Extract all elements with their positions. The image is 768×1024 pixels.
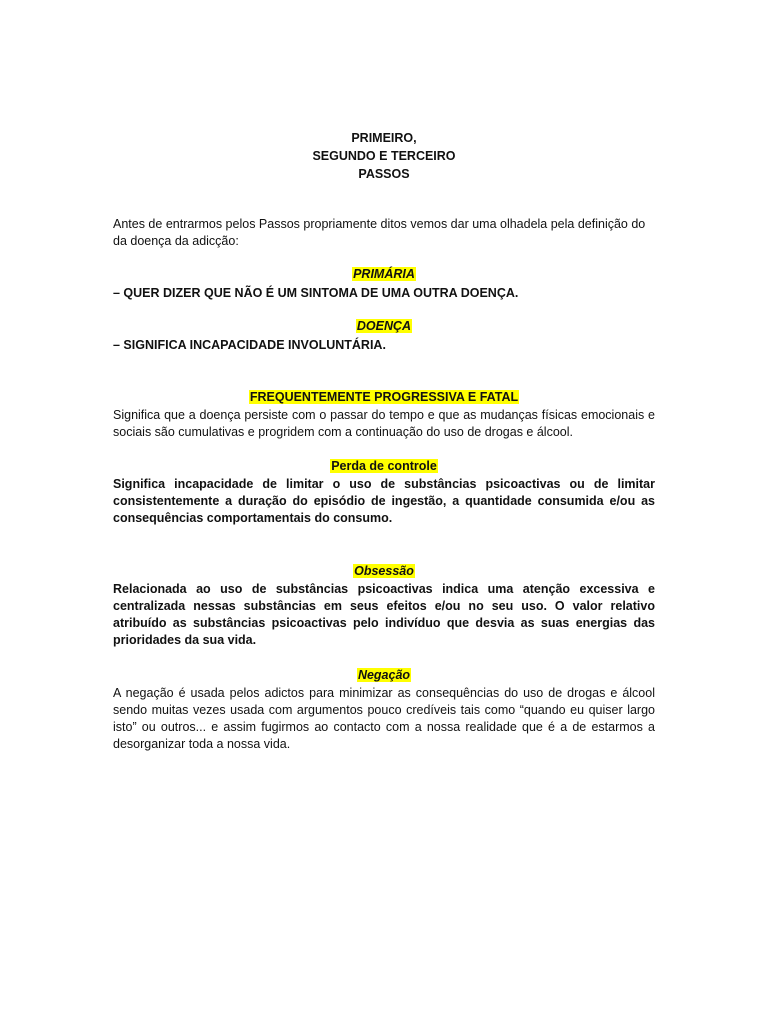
heading-negacao [113,667,655,684]
primaria-definition: – QUER DIZER QUE NÃO É UM SINTOMA DE UMA OUTRA DOENÇA. [113,286,519,300]
heading-doenca [113,318,655,335]
intro-paragraph: Antes de entrarmos pelos Passos propriamente ditos vemos dar uma olhadela pela definição do da doença da adicção: [113,217,646,248]
heading-primaria-text: PRIMÁRIA [353,267,415,281]
doenca-definition: – SIGNIFICA INCAPACIDADE INVOLUNTÁRIA. [113,338,386,352]
title-line-3: PASSOS [358,167,410,181]
negacao-paragraph: A negação é usada pelos adictos para minimizar as consequências do uso de drogas e álcool sendo muitas vezes usada com argumentos pouco credíveis tais como “quando eu quiser largo isto” ou outros... e assim fugirmos ao contacto com a nossa realidade que é a de estarmos a desorganizar toda a nossa vida. [113,686,655,751]
title-line-2: SEGUNDO E TERCEIRO [312,149,456,163]
heading-perda-text: Perda de controle [331,459,437,473]
document-title [113,129,655,183]
heading-primaria [113,266,655,283]
obsessao-paragraph: Relacionada ao uso de substâncias psicoactivas indica uma atenção excessiva e centralizada nessas substâncias em seus efeitos e/ou no seu uso. O valor relativo atribuído as substâncias psicoactivas pelo indivíduo que desvia as suas energias das prioridades da sua vida. [113,582,655,647]
perda-paragraph: Significa incapacidade de limitar o uso de substâncias psicoactivas ou de limitar consistentemente a duração do episódio de ingestão, a quantidade consumida e/ou as consequências comportamentais do consumo. [113,477,655,525]
heading-obsessao [113,563,655,580]
frequentemente-paragraph: Significa que a doença persiste com o passar do tempo e que as mudanças físicas emocionais e sociais são cumulativas e progridem com a continuação do uso de drogas e álcool. [113,408,655,439]
heading-obsessao-text: Obsessão [354,564,414,578]
heading-negacao-text: Negação [357,668,411,682]
heading-perda [113,458,655,475]
heading-frequentemente [113,389,655,406]
heading-frequentemente-text: FREQUENTEMENTE PROGRESSIVA E FATAL [249,390,519,404]
title-line-1: PRIMEIRO, [351,131,417,145]
heading-doenca-text: DOENÇA [356,319,412,333]
